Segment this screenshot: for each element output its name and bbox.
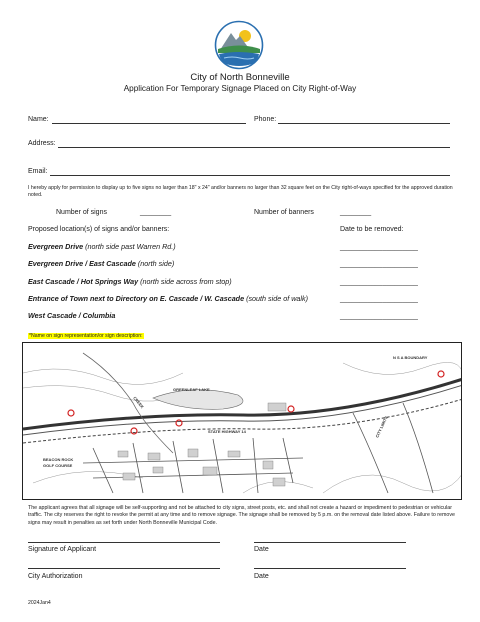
removal-date-field[interactable]: ____________________ xyxy=(340,244,418,251)
location-item xyxy=(28,259,174,268)
city-date-field[interactable] xyxy=(254,568,406,569)
city-authorization-label: City Authorization xyxy=(28,573,83,580)
map-label-creek: CREEK xyxy=(132,395,146,410)
removal-date-heading: Date to be removed: xyxy=(340,226,404,233)
address-field[interactable] xyxy=(58,147,450,148)
applicant-agreement: The applicant agrees that all signage will be self-supporting and not be attached to city signs, street posts, etc. and shall not create a hazard or impediment to pedestrian or vehicular traffic. The city reserves the right to revoke the permit at any time and to remove signage. The signage shall be removed by 5 p.m. on the removal date listed above. Failure to remove signs may result in penalties as set forth under North Bonneville Municipal Code. xyxy=(28,505,455,526)
applicant-signature-field[interactable] xyxy=(28,542,220,543)
location-name: Evergreen Drive / East Cascade xyxy=(28,259,136,268)
removal-date-field[interactable]: ____________________ xyxy=(340,279,418,286)
name-field[interactable] xyxy=(52,123,246,124)
location-name: Evergreen Drive xyxy=(28,242,84,251)
location-item xyxy=(28,294,308,303)
map-drawing xyxy=(23,343,462,500)
number-of-banners-label: Number of banners xyxy=(254,209,314,216)
phone-label: Phone: xyxy=(254,116,277,123)
location-item xyxy=(28,311,115,320)
location-name: Entrance of Town next to Directory on E. Cascade / W. Cascade xyxy=(28,294,245,303)
map-label-greenleaf: GREENLEAF LAKE xyxy=(173,387,210,392)
page-title: City of North Bonneville xyxy=(190,72,290,83)
email-field[interactable] xyxy=(50,175,450,176)
location-name: West Cascade / Columbia xyxy=(28,311,116,320)
revision-date: 2024Jan4 xyxy=(28,600,51,606)
applicant-signature-label: Signature of Applicant xyxy=(28,546,97,553)
applicant-date-label: Date xyxy=(254,546,269,553)
number-of-signs-label: Number of signs xyxy=(56,209,107,216)
removal-date-field[interactable]: ____________________ xyxy=(340,261,418,268)
city-seal-logo-icon xyxy=(214,20,264,70)
map-label-golf-line2: GOLF COURSE xyxy=(43,463,73,468)
location-map xyxy=(22,342,462,500)
locations-heading: Proposed location(s) of signs and/or banners: xyxy=(28,226,170,233)
applicant-date-field[interactable] xyxy=(254,542,406,543)
location-note: (south side of walk) xyxy=(244,294,308,303)
name-label: Name: xyxy=(28,116,49,123)
location-note: (north side across from stop) xyxy=(138,277,232,286)
number-of-signs-field[interactable]: ________ xyxy=(140,209,172,216)
email-label: Email: xyxy=(28,168,48,175)
sign-description-note xyxy=(28,324,144,342)
location-item xyxy=(28,242,176,251)
phone-field[interactable] xyxy=(278,123,450,124)
location-item xyxy=(28,277,232,286)
map-label-nsa-boundary: N S A BOUNDARY xyxy=(393,355,428,360)
map-label-highway: STATE HIGHWAY 14 xyxy=(208,429,246,434)
removal-date-field[interactable]: ____________________ xyxy=(340,296,418,303)
location-name: East Cascade / Hot Springs Way xyxy=(28,277,139,286)
city-date-label: Date xyxy=(254,573,269,580)
page-subtitle: Application For Temporary Signage Placed on City Right-of-Way xyxy=(123,84,357,93)
address-label: Address: xyxy=(28,140,56,147)
map-label-golf-line1: BEACON ROCK xyxy=(43,457,74,462)
map-label-city-limits: CITY LIMITS xyxy=(374,415,389,439)
location-note: (north side) xyxy=(135,259,175,268)
permission-statement: I hereby apply for permission to display up to five signs no larger than 18" x 24" and/or banners no larger than 32 square feet on the City right-of-ways specified for the approved duration noted. xyxy=(28,185,453,198)
location-note: (north side past Warren Rd.) xyxy=(83,242,176,251)
number-of-banners-field[interactable]: ________ xyxy=(340,209,372,216)
highlighted-note-text: *Name on sign representation/or sign description: xyxy=(29,333,143,339)
city-authorization-field[interactable] xyxy=(28,568,220,569)
removal-date-field[interactable]: ____________________ xyxy=(340,313,418,320)
